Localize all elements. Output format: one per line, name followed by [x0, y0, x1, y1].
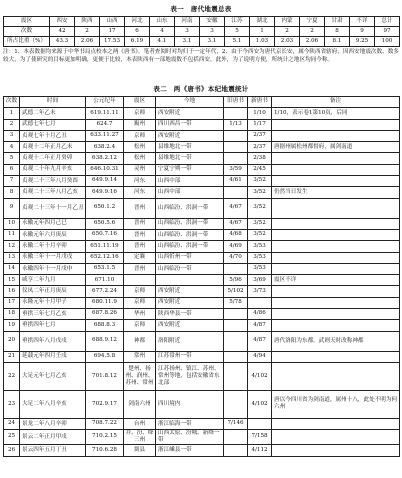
- table2-cell: 永隆元年十月甲子: [20, 297, 86, 308]
- table2-cell: 650.1.2: [86, 198, 124, 218]
- table1-cell: 1: [250, 27, 275, 37]
- table2-cell: 24: [4, 418, 20, 429]
- table2-cell: 唐据州属松州都督府，属剑南道: [272, 142, 400, 153]
- table2-cell: 陕西华县一带: [156, 309, 224, 320]
- table2-cell: 677.2.24: [86, 286, 124, 297]
- table2-cell: 4/70: [224, 252, 248, 263]
- table2-header-cell: 震区: [124, 97, 156, 108]
- table1-earthquake-summary: [3, 16, 400, 47]
- table2-cell: 4/102: [248, 390, 272, 418]
- table2-cell: [272, 286, 400, 297]
- table2-cell: 4: [4, 142, 20, 153]
- table2-cell: [224, 351, 248, 362]
- table2-cell: 7/146: [224, 418, 248, 429]
- table2-header-cell: 今地: [156, 97, 224, 108]
- table2-cell: 1/17: [248, 119, 272, 130]
- table2-cell: 晋州: [124, 263, 156, 274]
- table2-cell: 2/38: [248, 153, 272, 164]
- table1-cell: 8.1: [325, 37, 350, 47]
- table1-header-cell: 安徽: [200, 17, 225, 27]
- table2-cell: 楚州、扬州、润州、苏州、常州: [124, 362, 156, 390]
- table2-cell: 西安附近: [156, 286, 224, 297]
- table2-cell: 3/52: [248, 187, 272, 198]
- table2-cell: 松州: [124, 153, 156, 164]
- table2-cell: 西安附近: [156, 130, 224, 141]
- table2-cell: 西安附近: [156, 297, 224, 308]
- table1-cell: 6: [125, 27, 150, 37]
- table2-row: [4, 252, 400, 263]
- table2-cell: 3/52: [248, 229, 272, 240]
- table2-cell: 晋州: [124, 218, 156, 229]
- table2-cell: 江苏扬州、镇江、苏州、常州等地，包括安徽省东北部: [156, 362, 224, 390]
- table2-row: [4, 229, 400, 240]
- table1-header-cell: 宁夏: [300, 17, 325, 27]
- table2-cell: 5/96: [224, 275, 248, 286]
- table1-header-cell: 陕西: [75, 17, 100, 27]
- table2-cell: [224, 153, 248, 164]
- table2-cell: 2: [4, 119, 20, 130]
- table2-cell: 贞观二十年九月辛亥: [20, 164, 86, 175]
- table2-cell: [272, 218, 400, 229]
- table2-cell: 京师: [124, 130, 156, 141]
- table2-cell: 永徽二年十月辛卯: [20, 241, 86, 252]
- table1-cell: 次数: [4, 27, 50, 37]
- table2-cell: 3: [4, 130, 20, 141]
- table2-cell: 18: [4, 309, 20, 320]
- table2-cell: 680.11.9: [86, 297, 124, 308]
- table1-cell: 4.1: [150, 37, 175, 47]
- table2-cell: [272, 351, 400, 362]
- table2-cell: 688.9.12: [86, 331, 124, 351]
- table2-cell: 仪凤二年正月庚辰: [20, 286, 86, 297]
- table1-cell: 2: [275, 27, 300, 37]
- table2-cell: 671.10: [86, 275, 124, 286]
- table2-cell: [248, 418, 272, 429]
- table2-row: [4, 351, 400, 362]
- table1-cell: 42: [50, 27, 75, 37]
- table2-cell: 4/67: [224, 198, 248, 218]
- table2-cell: [224, 320, 248, 331]
- table2-cell: 7/158: [248, 430, 272, 445]
- table2-cell: 永徽四年十一月戊申: [20, 263, 86, 274]
- table2-cell: [124, 275, 156, 286]
- table2-cell: [272, 164, 400, 175]
- table2-cell: 并、汾、绛三州: [124, 430, 156, 445]
- table1-cell: 5.1: [225, 37, 250, 47]
- table2-row: [4, 130, 400, 141]
- table2-cell: 山西临汾、洪洞一带: [156, 218, 224, 229]
- table2-cell: 贞观二十三年八月癸酉: [20, 176, 86, 187]
- table2-cell: 15: [4, 275, 20, 286]
- table2-cell: 16: [4, 286, 20, 297]
- table2-cell: 710.2.15: [86, 430, 124, 445]
- table2-earthquake-records: [3, 96, 400, 457]
- table2-row: [4, 362, 400, 390]
- table2-cell: 4/86: [248, 309, 272, 320]
- table2-cell: 晋州: [124, 229, 156, 240]
- table2-cell: 山西太原、汾城、新绛一带: [156, 430, 224, 445]
- table2-row: [4, 430, 400, 445]
- table1-cell: 17: [100, 27, 125, 37]
- table2-cell: 延载元年四月壬戌: [20, 351, 86, 362]
- table2-cell: [224, 108, 248, 119]
- table2-cell: 巂州: [124, 119, 156, 130]
- table2-cell: 洛阳附近: [156, 331, 224, 351]
- table2-row: [4, 164, 400, 175]
- table2-cell: 灵州: [124, 164, 156, 175]
- table1-row: [4, 27, 400, 37]
- table2-row: [4, 108, 400, 119]
- table2-cell: [224, 142, 248, 153]
- table1-cell: 5: [225, 27, 250, 37]
- table2-cell: 4/87: [248, 331, 272, 351]
- table2-cell: 701.8.12: [86, 362, 124, 390]
- table2-cell: 624.7: [86, 119, 124, 130]
- table2-cell: 贞观十二年正月乙未: [20, 142, 86, 153]
- table2-cell: 23: [4, 390, 20, 418]
- table2-cell: 西安附近: [156, 320, 224, 331]
- table2-cell: [224, 130, 248, 141]
- table2-cell: 2/45: [248, 164, 272, 175]
- table2-cell: 武德二年乙未: [20, 108, 86, 119]
- table2-cell: [272, 445, 400, 456]
- table1-header-cell: 河南: [175, 17, 200, 27]
- table2-cell: 4/94: [248, 351, 272, 362]
- table2-cell: [272, 320, 400, 331]
- table2-cell: 武德七年七月: [20, 119, 86, 130]
- table2-cell: 咸亨二年九月: [20, 275, 86, 286]
- table2-cell: 10: [4, 218, 20, 229]
- table2-cell: [272, 362, 400, 390]
- table2-cell: 7: [4, 176, 20, 187]
- table2-cell: [156, 275, 224, 286]
- table2-cell: [272, 130, 400, 141]
- table2-row: [4, 153, 400, 164]
- table1-cell: 1.03: [250, 37, 275, 47]
- table2-cell: 永徽三年十一月戊戌: [20, 252, 86, 263]
- table1-cell: 2.06: [300, 37, 325, 47]
- table2-cell: 山西中部: [156, 176, 224, 187]
- table2-cell: 山西忻州一带: [156, 252, 224, 263]
- table2-cell: 20: [4, 331, 20, 351]
- table1-cell: 3.1: [200, 37, 225, 47]
- table2-title: 表二 两《唐书》本纪地震统计: [153, 85, 249, 93]
- table2-cell: 4/112: [248, 445, 272, 456]
- table2-cell: 松州: [124, 142, 156, 153]
- table2-cell: [272, 430, 400, 445]
- table2-cell: 708.7.22: [86, 418, 124, 429]
- table2-cell: 11: [4, 229, 20, 240]
- table2-cell: 浙江临海一带: [156, 418, 224, 429]
- table2-cell: 永徽元年六月庚辰: [20, 229, 86, 240]
- table1-header-cell: 山西: [100, 17, 125, 27]
- table2-cell: 宁夏宁朔一带: [156, 164, 224, 175]
- table1-cell: 9: [350, 27, 375, 37]
- table1-header-cell: 山东: [150, 17, 175, 27]
- table2-cell: 河东: [124, 187, 156, 198]
- table1-cell: 9.25: [350, 37, 375, 47]
- table2-cell: 3/52: [248, 198, 272, 218]
- table1-cell: 3.1: [175, 37, 200, 47]
- table1-cell: 17.53: [100, 37, 125, 47]
- table2-cell: 8: [4, 187, 20, 198]
- table2-cell: 江苏常州一带: [156, 351, 224, 362]
- table2-cell: 永徽元年四月己巳: [20, 218, 86, 229]
- table2-cell: 2/37: [248, 142, 272, 153]
- table2-cell: 26: [4, 445, 20, 456]
- table2-cell: 6: [4, 164, 20, 175]
- table2-cell: 常州: [124, 351, 156, 362]
- table2-row: [4, 263, 400, 274]
- table2-cell: 3/53: [248, 241, 272, 252]
- table2-cell: 649.9.14: [86, 176, 124, 187]
- table2-cell: 13: [4, 252, 20, 263]
- table2-row: [4, 286, 400, 297]
- table2-row: [4, 390, 400, 418]
- table2-cell: 剑南六州: [124, 390, 156, 418]
- table2-cell: [272, 252, 400, 263]
- table2-cell: 垂拱四年八月戊戌: [20, 331, 86, 351]
- table2-cell: [224, 309, 248, 320]
- table2-row: [4, 418, 400, 429]
- table1-title: 表一 唐代地震总表: [170, 5, 232, 13]
- table-footnote: 注：1、本表数据均来源于中华书局点校本之两《唐书》。笔者查阅时对均归于一定年代，2、由于今西安为唐代京长安，属今陕西省辖府，因西安地震次数、数多较大，为了使研究的目标更加明确，更便于比较，本表陕西有一部地震数不包括西安，此外，为了说明方便，所统计之地区均同今称。: [3, 49, 399, 63]
- table2-row: [4, 445, 400, 456]
- table2-cell: 702.9.17: [86, 390, 124, 418]
- table2-cell: 2/37: [248, 130, 272, 141]
- table2-cell: [224, 390, 248, 418]
- table2-cell: 14: [4, 263, 20, 274]
- table2-row: [4, 187, 400, 198]
- table2-cell: 神都: [124, 331, 156, 351]
- table2-cell: 710.6.28: [86, 445, 124, 456]
- table2-cell: [224, 331, 248, 351]
- table2-cell: 四川境内: [156, 390, 224, 418]
- table2-cell: 5/78: [224, 297, 248, 308]
- table2-cell: 山西中部: [156, 187, 224, 198]
- table2-cell: [224, 430, 248, 445]
- table2-cell: 633.11.27: [86, 130, 124, 141]
- table2-cell: 1/10，表示卷1第10页，后同: [272, 108, 400, 119]
- table1-cell: 43.3: [50, 37, 75, 47]
- table1-cell: 2: [75, 27, 100, 37]
- table2-row: [4, 309, 400, 320]
- table2-row: [4, 297, 400, 308]
- table2-cell: 619.11.11: [86, 108, 124, 119]
- table2-cell: [272, 176, 400, 187]
- table2-cell: 景龙二年八月辛卯: [20, 418, 86, 429]
- table2-cell: 四川西昌一带: [156, 119, 224, 130]
- table2-cell: 21: [4, 351, 20, 362]
- table2-cell: 震区不详: [272, 275, 400, 286]
- table2-cell: 25: [4, 430, 20, 445]
- table2-row: [4, 119, 400, 130]
- table2-header-cell: 时间: [20, 97, 86, 108]
- table2-cell: 4/87: [248, 320, 272, 331]
- table2-cell: 19: [4, 320, 20, 331]
- table2-cell: [272, 198, 400, 218]
- table2-cell: 垂拱三年七月乙亥: [20, 309, 86, 320]
- table2-cell: [272, 418, 400, 429]
- table2-cell: 京师: [124, 297, 156, 308]
- table2-cell: [272, 263, 400, 274]
- table2-cell: 649.9.16: [86, 187, 124, 198]
- table2-header-cell: 备注: [272, 97, 400, 108]
- table2-cell: 638.2.12: [86, 153, 124, 164]
- table2-cell: 650.5.6: [86, 218, 124, 229]
- table1-header-cell: 西安: [50, 17, 75, 27]
- table2-row: [4, 275, 400, 286]
- table2-cell: 638.2.4: [86, 142, 124, 153]
- table2-cell: 688.8.3: [86, 320, 124, 331]
- table2-cell: 贞观二十三年八月乙亥: [20, 187, 86, 198]
- table2-cell: [272, 309, 400, 320]
- table1-cell: 2.03: [275, 37, 300, 47]
- table2-row: [4, 241, 400, 252]
- table1-cell: 97: [375, 27, 400, 37]
- table2-cell: [224, 362, 248, 390]
- table1-header-row: [4, 17, 400, 27]
- table2-cell: 定襄: [124, 252, 156, 263]
- table2-cell: 653.1.5: [86, 263, 124, 274]
- table1-header-cell: 江苏: [225, 17, 250, 27]
- table2-cell: 浙江嵊县一带: [156, 445, 224, 456]
- table2-cell: 3/73: [248, 286, 272, 297]
- table2-cell: [272, 229, 400, 240]
- table2-header-row: [4, 97, 400, 108]
- table2-cell: 垂拱四年七月: [20, 320, 86, 331]
- table2-cell: 9: [4, 198, 20, 218]
- table2-cell: 晋州: [124, 241, 156, 252]
- table2-cell: 华州: [124, 309, 156, 320]
- table1-cell: 3: [175, 27, 200, 37]
- table2-cell: 646.10.31: [86, 164, 124, 175]
- table2-cell: [272, 153, 400, 164]
- table2-cell: 贞观七年十月乙丑: [20, 130, 86, 141]
- table2-header-cell: 公元纪年: [86, 97, 124, 108]
- table2-cell: [224, 263, 248, 274]
- table2-header-cell: 新唐书: [248, 97, 272, 108]
- table2-cell: 剡县: [124, 445, 156, 456]
- table2-cell: 3/52: [248, 176, 272, 187]
- table2-cell: 3/69: [248, 275, 272, 286]
- table2-cell: 652.12.16: [86, 252, 124, 263]
- table2-cell: 22: [4, 362, 20, 390]
- table2-cell: 17: [4, 297, 20, 308]
- table2-row: [4, 142, 400, 153]
- table2-cell: 1: [4, 108, 20, 119]
- table1-cell: 100: [375, 37, 400, 47]
- table2-cell: 4/69: [224, 241, 248, 252]
- table2-row: [4, 320, 400, 331]
- table2-cell: 京师: [124, 286, 156, 297]
- table2-cell: 651.11.19: [86, 241, 124, 252]
- table2-cell: 唐代洛阳为东都，武则天时改称神都: [272, 331, 400, 351]
- table2-cell: 3/59: [224, 164, 248, 175]
- table2-cell: [224, 187, 248, 198]
- table2-cell: 仍然当日发生: [272, 187, 400, 198]
- table2-cell: 山西临汾、洪洞一带: [156, 229, 224, 240]
- table2-cell: 3/53: [248, 252, 272, 263]
- table2-cell: 山西临汾一带: [156, 263, 224, 274]
- table2-cell: 山西临汾、洪洞一带: [156, 241, 224, 252]
- table1-header-cell: 湖北: [250, 17, 275, 27]
- table2-cell: [272, 297, 400, 308]
- table2-cell: 台州: [124, 418, 156, 429]
- table1-cell: 8: [325, 27, 350, 37]
- table2-cell: [248, 297, 272, 308]
- table2-cell: 贞观二十三年十一月乙丑: [20, 198, 86, 218]
- table2-cell: 县维地北一带: [156, 142, 224, 153]
- table1-header-cell: 河北: [125, 17, 150, 27]
- table2-cell: 4/68: [224, 229, 248, 240]
- table2-cell: 河东: [124, 176, 156, 187]
- table1-cell: 3: [200, 27, 225, 37]
- table2-cell: 3/52: [248, 218, 272, 229]
- table2-cell: 694.5.8: [86, 351, 124, 362]
- table1-cell: 6.19: [125, 37, 150, 47]
- table1-cell: 4: [150, 27, 175, 37]
- table1-header-cell: 总计: [375, 17, 400, 27]
- table2-cell: 唐以今四川省为剑南道，属州十八，此处不明为何六州: [272, 390, 400, 418]
- table2-cell: [272, 241, 400, 252]
- table2-row: [4, 198, 400, 218]
- table2-cell: 京师: [124, 320, 156, 331]
- table1-header-cell: 内蒙: [275, 17, 300, 27]
- table2-header-cell: 次数: [4, 97, 20, 108]
- table2-cell: 687.8.26: [86, 309, 124, 320]
- table1-cell: 所占比重（%）: [4, 37, 50, 47]
- table2-cell: 大足二年八月辛亥: [20, 390, 86, 418]
- table2-cell: 晋州: [124, 198, 156, 218]
- table1-row: [4, 37, 400, 47]
- table2-cell: 3/53: [248, 263, 272, 274]
- table2-row: [4, 218, 400, 229]
- table2-cell: 650.7.16: [86, 229, 124, 240]
- table2-cell: 4/102: [248, 362, 272, 390]
- table2-cell: 山西临汾、洪洞一带: [156, 198, 224, 218]
- table1-header-cell: 不详: [350, 17, 375, 27]
- table1-header-cell: 甘肃: [325, 17, 350, 27]
- table2-cell: 大足元年七月乙亥: [20, 362, 86, 390]
- table2-header-cell: 旧唐书: [224, 97, 248, 108]
- table2-cell: 5: [4, 153, 20, 164]
- table2-cell: [224, 445, 248, 456]
- table2-cell: 县维地北一带: [156, 153, 224, 164]
- table2-cell: 12: [4, 241, 20, 252]
- table2-cell: 景云二年正月甲戌: [20, 430, 86, 445]
- table2-cell: 贞观十二年正月癸卯: [20, 153, 86, 164]
- table2-cell: 5/102: [224, 286, 248, 297]
- table2-cell: [272, 119, 400, 130]
- table2-row: [4, 331, 400, 351]
- table2-cell: 1/10: [248, 108, 272, 119]
- table2-cell: 4/61: [224, 176, 248, 187]
- table1-cell: 2: [300, 27, 325, 37]
- table2-cell: 西安附近: [156, 108, 224, 119]
- table2-row: [4, 176, 400, 187]
- table2-cell: 景云四年五月丁丑: [20, 445, 86, 456]
- table1-cell: 2.06: [75, 37, 100, 47]
- table2-cell: 1/13: [224, 119, 248, 130]
- table2-cell: 4/67: [224, 218, 248, 229]
- table2-cell: 京师: [124, 108, 156, 119]
- table1-header-cell: 震区: [4, 17, 50, 27]
